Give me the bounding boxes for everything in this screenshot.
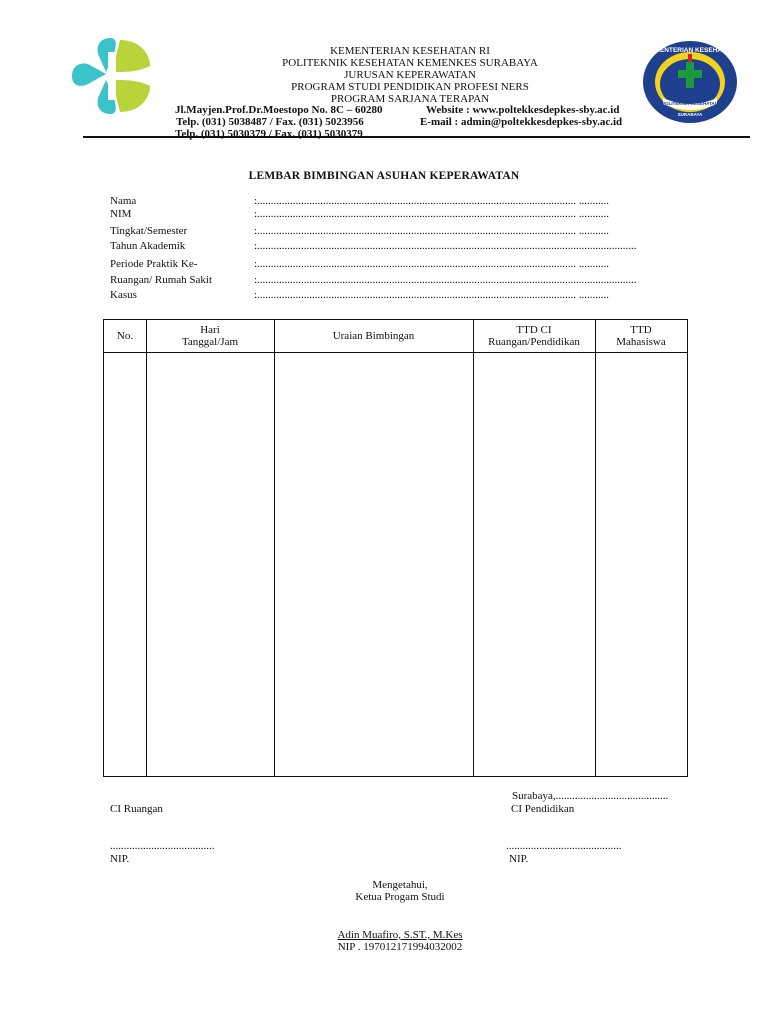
field-input-kasus[interactable]: :.................................................................................................................... ........... xyxy=(254,289,610,301)
table-header-ttd-ci xyxy=(473,320,595,352)
table-header-hari-line2: Tanggal/Jam xyxy=(181,336,239,348)
poltekkes-seal-icon xyxy=(641,40,739,124)
approval-line-2: Ketua Progam Studi xyxy=(355,891,445,903)
header-website: Website : www.poltekkesdepkes-sby.ac.id xyxy=(426,104,620,116)
field-label-periode: Periode Praktik Ke- xyxy=(110,258,198,270)
field-input-periode[interactable]: :.................................................................................................................... ........... xyxy=(254,258,610,270)
field-label-kasus: Kasus xyxy=(110,289,137,301)
ci-pendidikan-signature-line: .......................................... xyxy=(506,840,622,852)
approval-line-1: Mengetahui, xyxy=(372,879,428,891)
field-label-tahun: Tahun Akademik xyxy=(110,240,186,252)
header-line-3: JURUSAN KEPERAWATAN xyxy=(344,69,476,81)
field-input-tahun[interactable]: :.......................................................................................................................................... xyxy=(254,240,637,252)
kemenkes-logo-icon xyxy=(70,32,158,120)
seal-ring-text: KEMENTERIAN KESEHATAN xyxy=(645,47,735,54)
ci-ruangan-nip: NIP. xyxy=(110,853,130,865)
ci-pendidikan-title: CI Pendidikan xyxy=(511,803,575,815)
table-header-no xyxy=(104,320,146,352)
ci-ruangan-signature-line: ...................................... xyxy=(110,840,215,852)
ci-ruangan-title: CI Ruangan xyxy=(110,803,163,815)
table-header-uraian xyxy=(274,320,473,352)
table-header-ttd-ci-line1: TTD CI xyxy=(516,324,552,336)
field-input-ruangan[interactable]: :.......................................................................................................................................... xyxy=(254,274,637,286)
header-line-4: PROGRAM STUDI PENDIDIKAN PROFESI NERS xyxy=(291,81,529,93)
header-email: E-mail : admin@poltekkesdepkes-sby.ac.id xyxy=(420,116,623,128)
field-input-nama[interactable]: :.................................................................................................................... ........... xyxy=(254,195,610,207)
guidance-table xyxy=(103,319,688,777)
document-title: LEMBAR BIMBINGAN ASUHAN KEPERAWATAN xyxy=(248,170,520,182)
field-input-tingkat[interactable]: :.................................................................................................................... ........... xyxy=(254,225,610,237)
header-phone-1: Telp. (031) 5038487 / Fax. (031) 5023956 xyxy=(176,116,364,128)
header-line-5: PROGRAM SARJANA TERAPAN xyxy=(330,93,490,105)
table-header-hari xyxy=(146,320,274,352)
header-phone-2: Telp. (031) 5030379 / Fax. (031) 5030379 xyxy=(175,128,363,140)
table-header-no-text: No. xyxy=(116,330,134,342)
approver-name: Adin Muafiro, S.ST., M.Kes xyxy=(337,929,463,941)
header-line-1: KEMENTERIAN KESEHATAN RI xyxy=(330,45,490,57)
table-header-ttd-ci-line2: Ruangan/Pendidikan xyxy=(488,336,580,348)
seal-city-text: SURABAYA xyxy=(677,112,703,117)
field-label-nama: Nama xyxy=(110,195,137,207)
table-header-hari-line1: Hari xyxy=(200,324,220,336)
table-header-ttd-mhs-line2: Mahasiswa xyxy=(616,336,666,348)
header-address: Jl.Mayjen.Prof.Dr.Moestopo No. 8C – 60280 xyxy=(175,104,383,116)
field-label-tingkat: Tingkat/Semester xyxy=(110,225,188,237)
table-header-ttd-mahasiswa xyxy=(595,320,687,352)
approver-nip: NIP . 197012171994032002 xyxy=(337,941,463,953)
table-body[interactable] xyxy=(104,353,687,776)
field-label-ruangan: Ruangan/ Rumah Sakit xyxy=(110,274,213,286)
place-date: Surabaya,......................................... xyxy=(512,790,669,802)
seal-banner-text: POLITEKNIK KESEHATAN xyxy=(662,101,718,106)
field-label-nim: NIM xyxy=(110,208,132,220)
table-header-ttd-mhs-line1: TTD xyxy=(630,324,652,336)
ci-pendidikan-nip: NIP. xyxy=(509,853,529,865)
table-header-uraian-text: Uraian Bimbingan xyxy=(332,330,415,342)
field-input-nim[interactable]: :.................................................................................................................... ........... xyxy=(254,208,610,220)
header-line-2: POLITEKNIK KESEHATAN KEMENKES SURABAYA xyxy=(282,57,538,69)
